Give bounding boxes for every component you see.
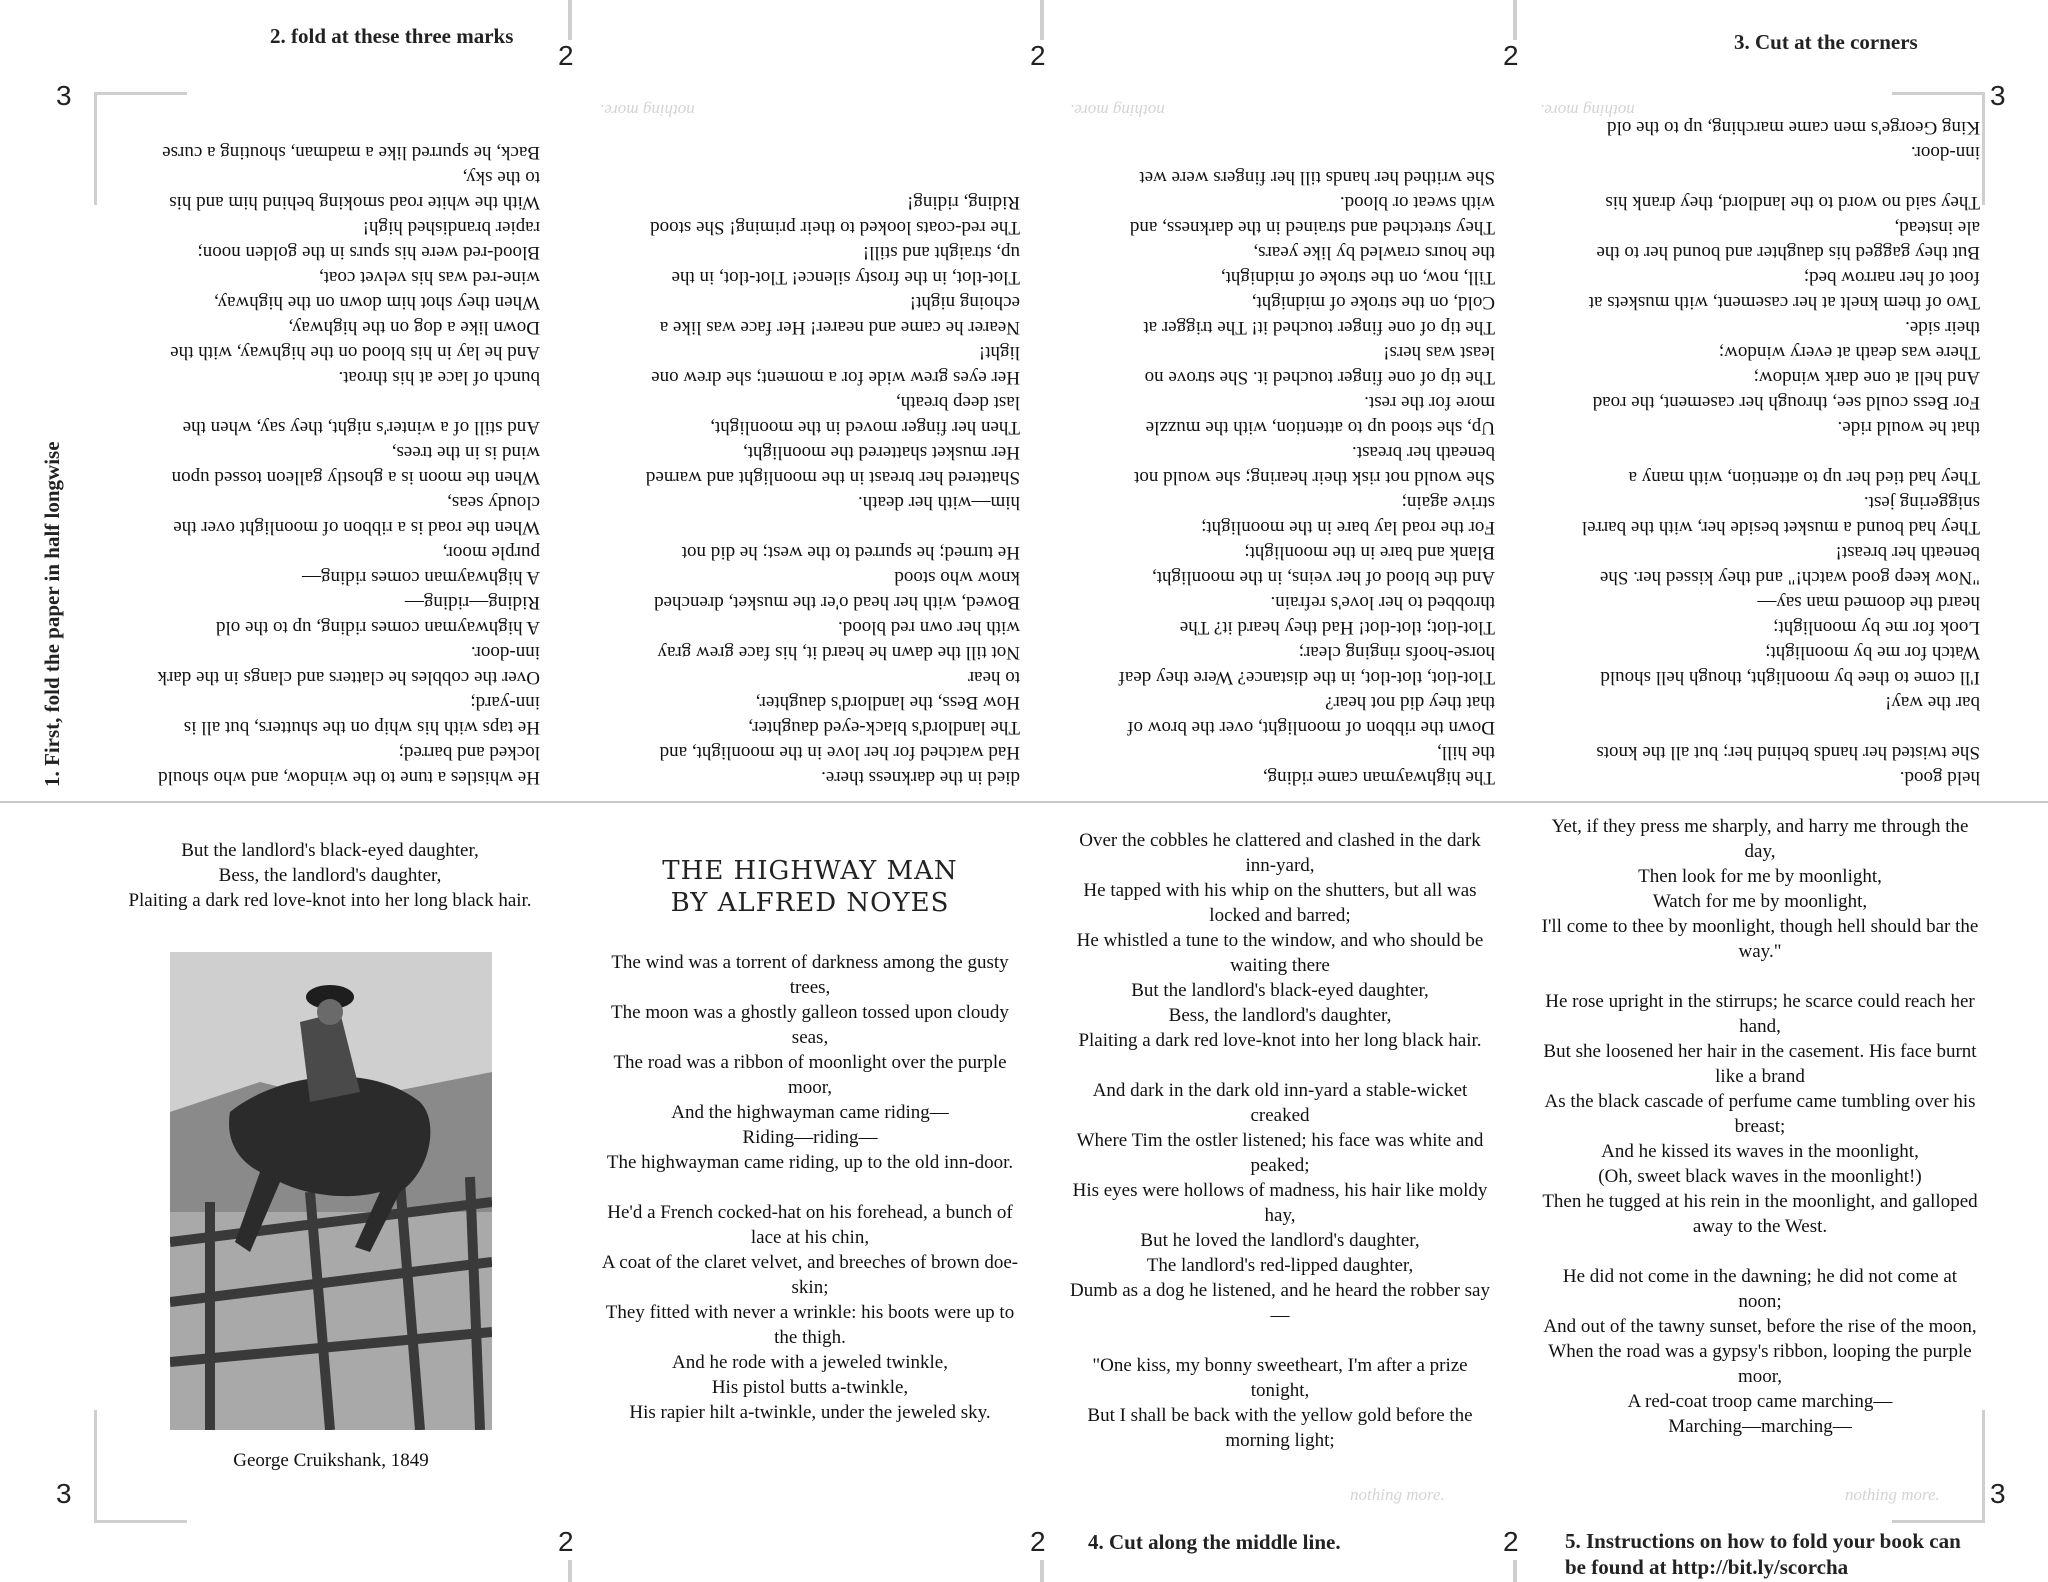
poem-line: Tlot-tlot, in the frosty silence! Tlot-tlot, in the (671, 267, 1020, 288)
poem-line: The tip of one finger touched it. She strove no (1144, 367, 1495, 388)
poem-line: Shattered her breast in the moonlight and warned (645, 467, 1020, 488)
poem-line: And still of a winter's night, they say, when the (182, 417, 540, 438)
faint-text: nothing more. (1070, 101, 1165, 120)
upside-down-stanza-column (1065, 120, 1495, 790)
upside-down-stanza-column (590, 145, 1020, 790)
poem-line: But I shall be back with the yellow gold before the morning light; (1087, 1405, 1473, 1451)
poem-line: I'll come to thee by moonlight, though hell should (1600, 667, 1980, 688)
poem-line: Up, she stood up to attention, with the muzzle (1145, 417, 1495, 438)
faint-text: nothing more. (1845, 1485, 1940, 1504)
stanza-break (592, 1175, 1028, 1200)
poem-author-line: BY ALFRED NOYES (670, 888, 950, 918)
poem-line: She twisted her hands behind her; but all the knots (1596, 742, 1980, 763)
upside-down-stanza-column (110, 100, 540, 790)
poem-line: But she loosened her hair in the casement. His face burnt like a brand (1543, 1041, 1977, 1087)
poem-line: beneath her breast. (1352, 442, 1495, 463)
poem-line: A red-coat troop came marching— (1627, 1391, 1893, 1412)
poem-line: inn-yard; (470, 692, 540, 713)
poem-line: King George's men came marching, up to the old (1607, 117, 1980, 138)
poem-line: And out of the tawny sunset, before the rise of the moon, (1543, 1316, 1977, 1337)
fold-line (1040, 0, 1044, 40)
stanza-break (1540, 964, 1980, 989)
poem-line: But the landlord's black-eyed daughter, (1131, 980, 1429, 1001)
poem-line: Riding—riding— (742, 1127, 878, 1148)
poem-line: the hill, (1436, 742, 1495, 763)
poem-line: know who stood (894, 567, 1020, 588)
stanza-break (1540, 715, 1980, 740)
stanza-break (1540, 440, 1980, 465)
fold-line (1040, 1560, 1044, 1582)
instruction-cut-corners: 3. Cut at the corners (1734, 30, 1918, 54)
poem-line: When the road was a gypsy's ribbon, looping the purple moor, (1548, 1341, 1972, 1387)
poem-line: sniggering jest. (1863, 492, 1980, 513)
poem-line: locked and barred; (398, 742, 540, 763)
poem-line: up, straight and still! (862, 242, 1020, 263)
poem-line: And he kissed its waves in the moonlight, (1601, 1141, 1919, 1162)
poem-line: But they gagged his daughter and bound her to the (1596, 242, 1980, 263)
poem-title-line: THE HIGHWAY MAN (662, 856, 958, 886)
poem-line: Down like a dog on the highway, (288, 317, 540, 338)
poem-line: died in the darkness there. (821, 767, 1020, 788)
poem-line: For Bess could see, through her casement, the road (1592, 392, 1980, 413)
middle-cut-line (0, 801, 2048, 803)
poem-line: They had tied her up to attention, with many a (1628, 467, 1980, 488)
stanza-column-middle (1065, 828, 1495, 1453)
poem-line: They stretched and strained in the darkness, and (1129, 217, 1495, 238)
poem-line: They fitted with never a wrinkle: his boots were up to the thigh. (605, 1302, 1015, 1348)
poem-line: Plaiting a dark red love-knot into her long black hair. (1078, 1030, 1482, 1051)
upside-down-stanza-column (1540, 100, 1980, 790)
poem-line: Nearer he came and nearer! Her face was like a (659, 317, 1020, 338)
fold-line (1513, 1560, 1517, 1582)
poem-line: Over the cobbles he clattered and clashed in the dark inn-yard, (1079, 830, 1481, 876)
poem-line: And dark in the dark old inn-yard a stable-wicket creaked (1092, 1080, 1468, 1126)
poem-line: The landlord's red-lipped daughter, (1146, 1255, 1414, 1276)
stanza-break (1065, 1328, 1495, 1353)
instruction-folding-link-line1: 5. Instructions on how to fold your book can (1565, 1529, 1961, 1553)
poem-line: Dumb as a dog he listened, and he heard the robber say— (1070, 1280, 1490, 1326)
poem-line: Tlot-tlot, tlot-tlot, in the distance? Were they deaf (1118, 667, 1495, 688)
poem-line: that they did not hear? (1325, 692, 1495, 713)
poem-line: With the white road smoking behind him and his (169, 192, 540, 213)
poem-line: Then her finger moved in the moonlight, (710, 417, 1020, 438)
poem-line: They said no word to the landlord, they drank his (1605, 192, 1980, 213)
fold-line (1513, 0, 1517, 40)
poem-line: Down the ribbon of moonlight, over the brow of (1127, 717, 1495, 738)
poem-line: Watch for me by moonlight; (1765, 642, 1980, 663)
poem-line: light! (978, 342, 1020, 363)
poem-line: She writhed her hands till her fingers were wet (1139, 167, 1495, 188)
faint-text: nothing more. (1540, 101, 1635, 120)
instruction-cut-middle: 4. Cut along the middle line. (1088, 1530, 1341, 1554)
poem-line: She would not risk their hearing; she would not (1134, 467, 1495, 488)
poem-title (560, 855, 1060, 919)
poem-line: And the blood of her veins, in the moonlight, (1151, 567, 1495, 588)
poem-line: throbbed to her love's refrain. (1270, 592, 1495, 613)
poem-line: Had watched for her love in the moonlight, and (659, 742, 1020, 763)
instruction-fold-marks: 2. fold at these three marks (270, 24, 514, 48)
poem-line: Over the cobbles he clatters and clangs in the dark (157, 667, 540, 688)
poem-line: Cold, on the stroke of midnight, (1251, 292, 1495, 313)
fold-mark: 2 (1503, 40, 1519, 71)
poem-line: The road was a ribbon of moonlight over the purple moor, (613, 1052, 1007, 1098)
poem-line: When they shot him down on the highway, (214, 292, 540, 313)
poem-line: A coat of the claret velvet, and breeches of brown doe-skin; (601, 1252, 1019, 1298)
poem-line: His eyes were hollows of madness, his hair like moldy hay, (1072, 1180, 1488, 1226)
poem-line: And hell at one dark window; (1753, 367, 1980, 388)
poem-line: A highwayman comes riding— (302, 567, 540, 588)
poem-line: There was death at every window; (1718, 342, 1980, 363)
fold-mark: 2 (1030, 40, 1046, 71)
poem-line: Her eyes grew wide for a moment; she drew one (651, 367, 1020, 388)
poem-line: strive again; (1401, 492, 1495, 513)
stanza-break (1065, 1053, 1495, 1078)
poem-line: more for the rest. (1364, 392, 1495, 413)
poem-line: their side. (1905, 317, 1980, 338)
poem-line: He taps with his whip on the shutters, but all is (183, 717, 540, 738)
stanza-column-title-page (592, 950, 1028, 1425)
faint-text: nothing more. (1350, 1485, 1445, 1504)
poem-line: A highwayman comes riding, up to the old (215, 617, 540, 638)
poem-line: ale instead, (1894, 217, 1980, 238)
stanza-column-right (1540, 814, 1980, 1439)
corner-mark: 3 (1990, 1478, 2006, 1509)
poem-line: Look for me by moonlight; (1773, 617, 1980, 638)
stanza-column-left (120, 838, 540, 913)
poem-line: Her musket shattered the moonlight, (742, 442, 1020, 463)
poem-line: Watch for me by moonlight, (1652, 891, 1868, 912)
poem-line: He whistles a tune to the window, and who should (158, 767, 540, 788)
poem-line: Two of them knelt at her casement, with muskets at (1588, 292, 1980, 313)
poem-line: And the highwayman came riding— (671, 1102, 949, 1123)
fold-line (568, 1560, 572, 1582)
poem-line: He turned; he spurred to the west; he did not (681, 542, 1020, 563)
poem-line: (Oh, sweet black waves in the moonlight!) (1598, 1166, 1922, 1187)
poem-line: The tip of one finger touched it! The trigger at (1143, 317, 1495, 338)
poem-line: For the road lay bare in the moonlight; (1201, 517, 1495, 538)
instruction-fold-longwise: 1. First, fold the paper in half longwise (40, 441, 64, 787)
highwayman-illustration (170, 952, 492, 1430)
poem-line: Tlot-tlot; tlot-tlot! Had they heard it? The (1179, 617, 1495, 638)
poem-line: His pistol butts a-twinkle, (711, 1377, 909, 1398)
poem-line: And he rode with a jeweled twinkle, (672, 1352, 948, 1373)
poem-line: echoing night! (909, 292, 1020, 313)
poem-line: with sweat or blood. (1339, 192, 1495, 213)
poem-line: The moon was a ghostly galleon tossed upon cloudy seas, (611, 1002, 1009, 1048)
poem-line: Blood-red were his spurs in the golden noon; (197, 242, 540, 263)
poem-line: His rapier hilt a-twinkle, under the jeweled sky. (629, 1402, 991, 1423)
poem-line: When the road is a ribbon of moonlight over the (173, 517, 540, 538)
poem-line: that he would ride. (1837, 417, 1980, 438)
poem-line: to the sky, (462, 167, 540, 188)
stanza-break (1540, 165, 1980, 190)
instruction-folding-link-line2: be found at http://bit.ly/scorcha (1565, 1555, 1849, 1579)
poem-line: to hear (967, 667, 1020, 688)
poem-line: Bess, the landlord's daughter, (218, 865, 442, 886)
poem-line: But the landlord's black-eyed daughter, (181, 840, 479, 861)
poem-line: He did not come in the dawning; he did not come at noon; (1562, 1266, 1958, 1312)
poem-line: He whistled a tune to the window, and who should be waiting there (1076, 930, 1484, 976)
poem-line: "Now keep good watch!" and they kissed her. She (1599, 567, 1980, 588)
poem-line: heard the doomed man say— (1757, 592, 1980, 613)
fold-mark: 2 (558, 1526, 574, 1557)
stanza-break (1540, 1239, 1980, 1264)
stanza-break (110, 390, 540, 415)
poem-line: Bowed, with her head o'er the musket, drenched (654, 592, 1020, 613)
poem-line: The wind was a torrent of darkness among the gusty trees, (611, 952, 1009, 998)
corner-mark: 3 (56, 1478, 72, 1509)
horse-rider-sketch (170, 952, 492, 1430)
poem-line: purple moor, (442, 542, 540, 563)
poem-line: Back, he spurred like a madman, shouting a curse (162, 142, 540, 163)
poem-line: last deep breath, (896, 392, 1020, 413)
poem-line: foot of her narrow bed; (1803, 267, 1980, 288)
poem-line: Yet, if they press me sharply, and harry me through the day, (1551, 816, 1969, 862)
poem-line: wind is in the trees, (391, 442, 540, 463)
poem-line: Till, now, on the stroke of midnight, (1220, 267, 1495, 288)
poem-line: bar the way! (1885, 692, 1980, 713)
poem-line: But he loved the landlord's daughter, (1140, 1230, 1420, 1251)
poem-line: cloudy seas, (447, 492, 540, 513)
poem-line: Riding, riding! (907, 192, 1020, 213)
fold-mark: 2 (1503, 1526, 1519, 1557)
poem-line: rapier brandished high! (362, 217, 540, 238)
poem-line: him—with her death. (858, 492, 1020, 513)
corner-mark: 3 (56, 80, 72, 111)
poem-line: beneath her breast! (1835, 542, 1980, 563)
fold-mark: 2 (1030, 1526, 1046, 1557)
poem-line: "One kiss, my bonny sweetheart, I'm after a prize tonight, (1092, 1355, 1468, 1401)
poem-line: Blank and bare in the moonlight; (1244, 542, 1495, 563)
poem-line: Then look for me by moonlight, (1638, 866, 1882, 887)
poem-line: The red-coats looked to their priming! She stood (650, 217, 1020, 238)
poem-line: inn-door. (470, 642, 540, 663)
poem-line: They had bound a musket beside her, with the barrel (1581, 517, 1980, 538)
poem-line: He tapped with his whip on the shutters, but all was locked and barred; (1083, 880, 1477, 926)
poem-line: The highwayman came riding, (1262, 767, 1495, 788)
poem-line: Marching—marching— (1668, 1416, 1852, 1437)
fold-mark: 2 (558, 40, 574, 71)
poem-line: Not till the dawn he heard it, his face grew gray (657, 642, 1020, 663)
poem-line: Bess, the landlord's daughter, (1168, 1005, 1392, 1026)
poem-line: the hours crawled by like years, (1253, 242, 1495, 263)
poem-line: with her own red blood. (837, 617, 1020, 638)
poem-line: The landlord's black-eyed daughter, (748, 717, 1020, 738)
stanza-break (590, 515, 1020, 540)
poem-line: wine-red was his velvet coat, (318, 267, 540, 288)
faint-text: nothing more. (600, 101, 695, 120)
poem-line: bunch of lace at his throat. (338, 367, 540, 388)
corner-mark: 3 (1990, 80, 2006, 111)
poem-line: horse-hoofs ringing clear; (1298, 642, 1495, 663)
poem-line: held good. (1899, 767, 1980, 788)
poem-line: inn-door. (1910, 142, 1980, 163)
poem-line: How Bess, the landlord's daughter, (755, 692, 1020, 713)
poem-line: I'll come to thee by moonlight, though hell should bar the way." (1541, 916, 1979, 962)
poem-line: And he lay in his blood on the highway, with the (170, 342, 540, 363)
poem-line: Where Tim the ostler listened; his face was white and peaked; (1076, 1130, 1484, 1176)
poem-line: He'd a French cocked-hat on his forehead, a bunch of lace at his chin, (607, 1202, 1013, 1248)
poem-line: Then he tugged at his rein in the moonlight, and galloped away to the West. (1542, 1191, 1978, 1237)
poem-line: He rose upright in the stirrups; he scarce could reach her hand, (1545, 991, 1975, 1037)
poem-line: least was hers! (1383, 342, 1495, 363)
poem-line: The highwayman came riding, up to the old inn-door. (606, 1152, 1014, 1173)
fold-line (568, 0, 572, 40)
poem-line: As the black cascade of perfume came tumbling over his breast; (1544, 1091, 1976, 1137)
illustration-caption: George Cruikshank, 1849 (233, 1450, 429, 1471)
poem-line: Plaiting a dark red love-knot into her long black hair. (128, 890, 532, 911)
poem-line: When the moon is a ghostly galleon tossed upon (171, 467, 540, 488)
poem-line: Riding—riding— (404, 592, 540, 613)
instruction-folding-link (1565, 1528, 2005, 1580)
